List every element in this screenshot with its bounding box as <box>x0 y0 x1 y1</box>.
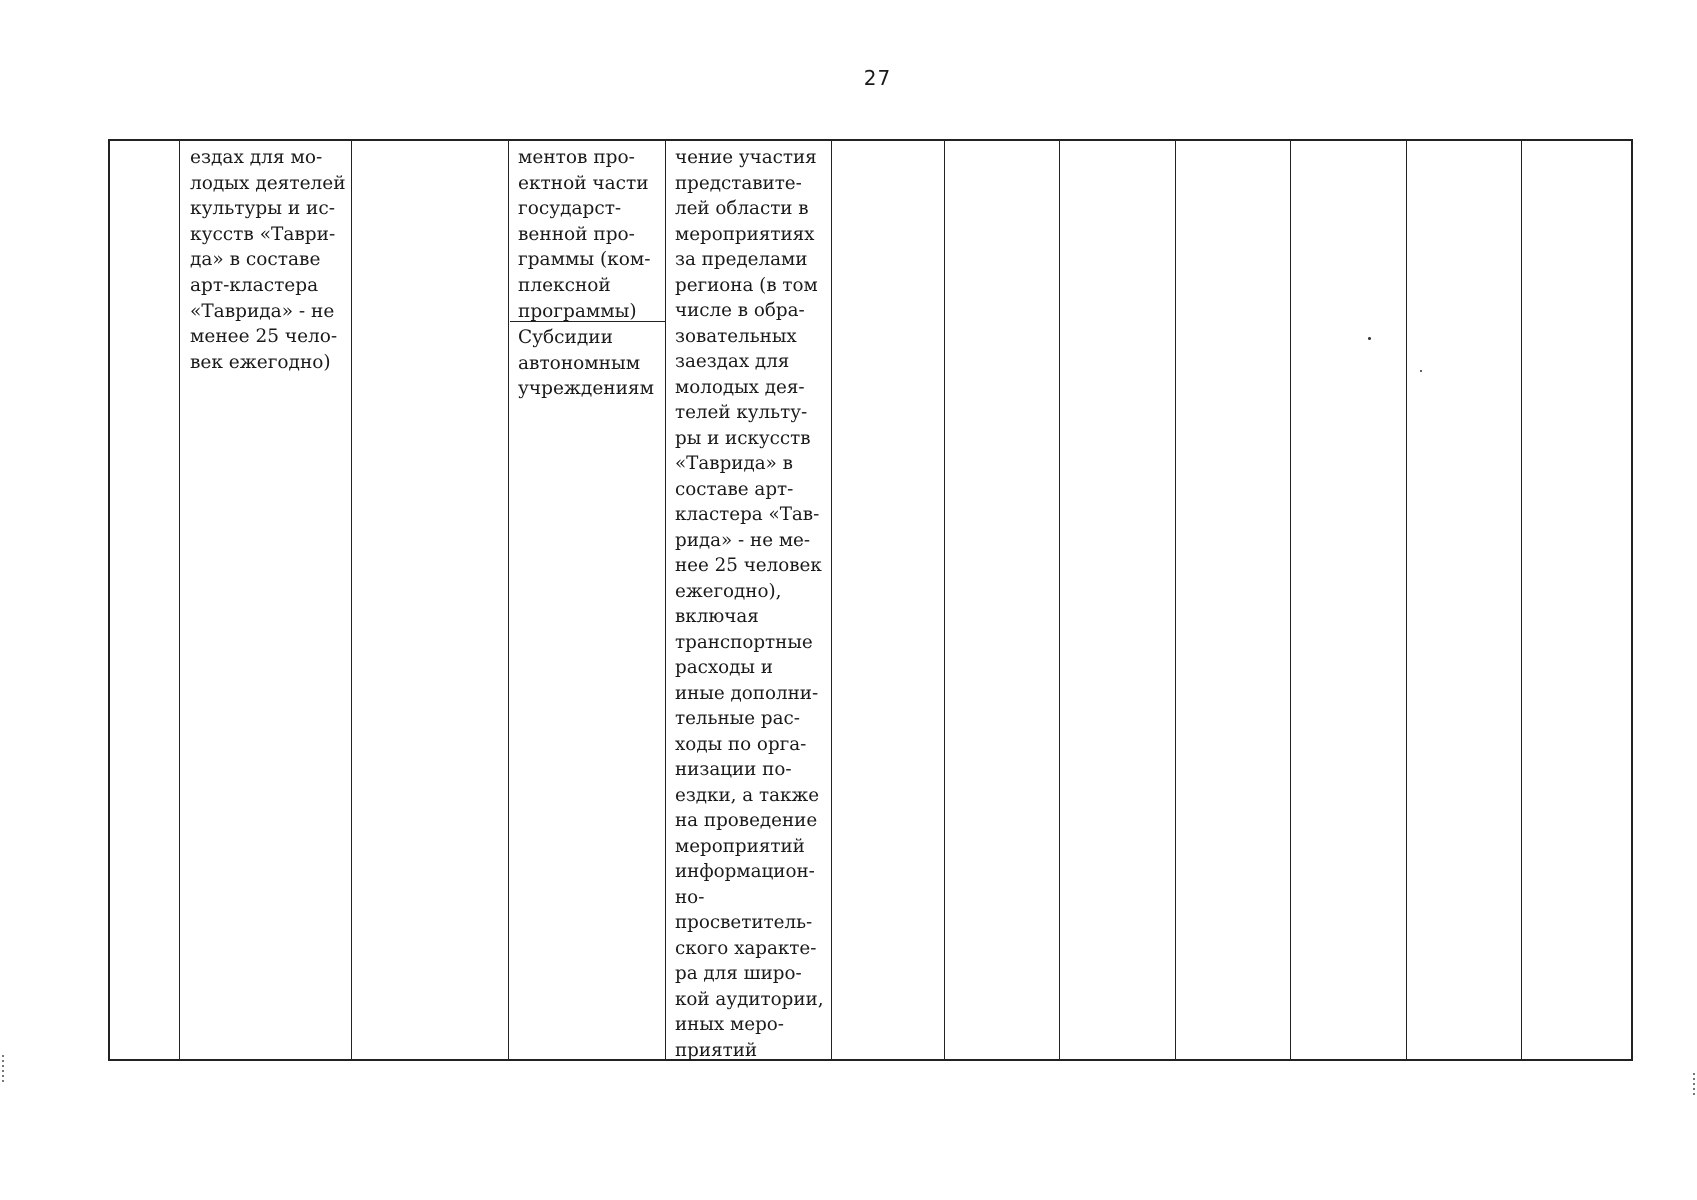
scan-speck <box>1420 370 1422 372</box>
table-col-9 <box>1176 141 1291 1059</box>
cell-divider <box>510 321 666 322</box>
table-col-1 <box>110 141 180 1059</box>
table-col-6 <box>832 141 945 1059</box>
table-col-3 <box>352 141 509 1059</box>
scan-speck <box>1368 337 1371 340</box>
cell-subsidy-type: Субсидии автономным учреждениям <box>518 327 654 400</box>
page-number: 27 <box>863 66 892 90</box>
cell-event-description: ездах для мо- лодых деятелей культуры и ис- кусств «Таври- да» в составе арт-кластера «Таврида» - не менее 25 чело- век ежегодно) <box>190 147 346 373</box>
cell-activity-description: чение участия представите- лей области в мероприятиях за пределами региона (в том числе в обра- зовательных заездах для молодых дея- телей культу- ры и искусств «Таврида» в составе арт- кластера «Тав- рида» - не ме- нее 25 человек ежегодно), включая транспортные расходы и иные дополни- тельные рас- ходы по орга- низации по- ездки, а также на проведение мероприятий информацион- но- просветитель- ского характе- ра для широ- кой аудитории, иных меро- приятий <box>675 147 824 1061</box>
cell-program-part: ментов про- ектной части государст- венной про- граммы (ком- плексной программы) <box>518 147 651 322</box>
document-table <box>108 139 1633 1061</box>
table-col-7 <box>945 141 1060 1059</box>
scan-edge-mark-left <box>2 1055 4 1085</box>
table-col-11 <box>1407 141 1522 1059</box>
scan-edge-mark-right <box>1693 1073 1695 1097</box>
table-col-8 <box>1060 141 1176 1059</box>
table-col-10 <box>1291 141 1407 1059</box>
